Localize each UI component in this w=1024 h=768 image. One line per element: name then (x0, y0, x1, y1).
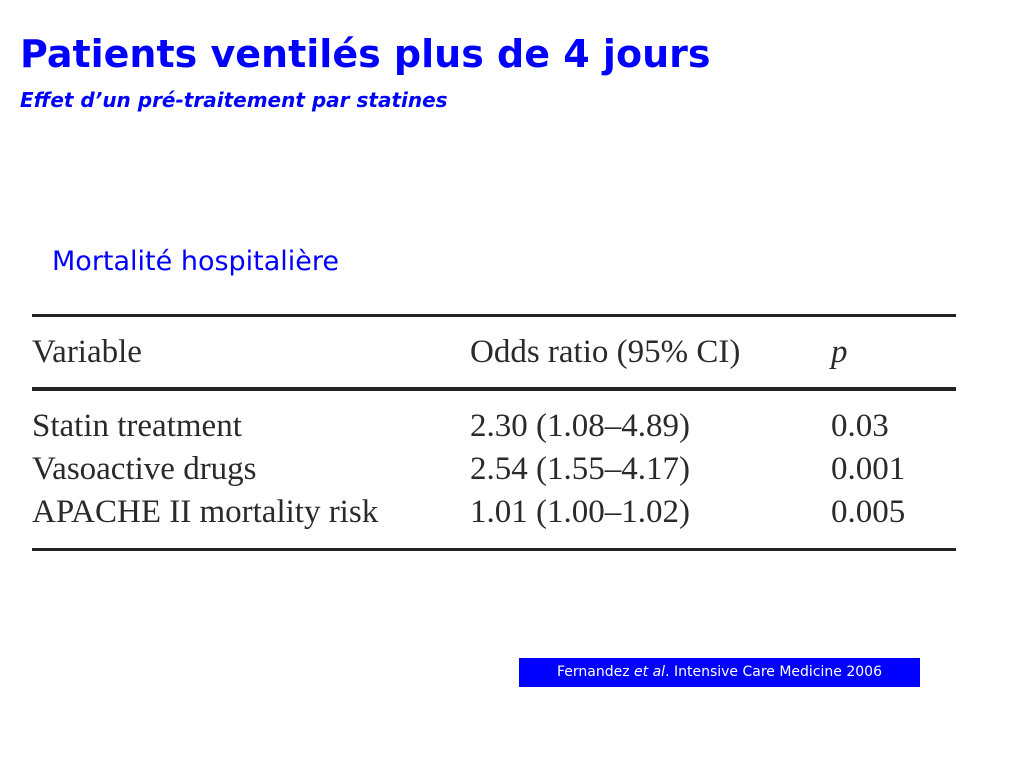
header-odds-ratio: Odds ratio (95% CI) (470, 333, 741, 370)
slide-subtitle: Effet d’un pré-traitement par statines (20, 88, 448, 112)
table-row (32, 491, 956, 550)
cell-variable: Vasoactive drugs (32, 451, 257, 487)
citation-badge (519, 658, 920, 687)
citation-authors: Fernandez (557, 664, 630, 680)
cell-odds-ratio: 1.01 (1.00–1.02) (470, 494, 690, 530)
table-row (32, 389, 956, 448)
cell-p-value: 0.001 (831, 451, 906, 487)
header-variable: Variable (32, 333, 142, 370)
cell-p-value: 0.03 (831, 408, 889, 444)
cell-odds-ratio: 2.54 (1.55–4.17) (470, 451, 690, 487)
section-heading: Mortalité hospitalière (52, 246, 340, 277)
table-row (32, 448, 956, 491)
odds-ratio-table (32, 314, 956, 551)
cell-variable: Statin treatment (32, 408, 242, 444)
results-table-container (32, 314, 956, 551)
cell-variable: APACHE II mortality risk (32, 494, 379, 530)
slide-title: Patients ventilés plus de 4 jours (20, 32, 711, 76)
citation-et-al: et al (634, 664, 666, 680)
header-p-value: p (831, 333, 848, 370)
citation-journal: . Intensive Care Medicine 2006 (665, 664, 882, 680)
cell-odds-ratio: 2.30 (1.08–4.89) (470, 408, 690, 444)
table-header-row (32, 316, 956, 390)
cell-p-value: 0.005 (831, 494, 906, 530)
